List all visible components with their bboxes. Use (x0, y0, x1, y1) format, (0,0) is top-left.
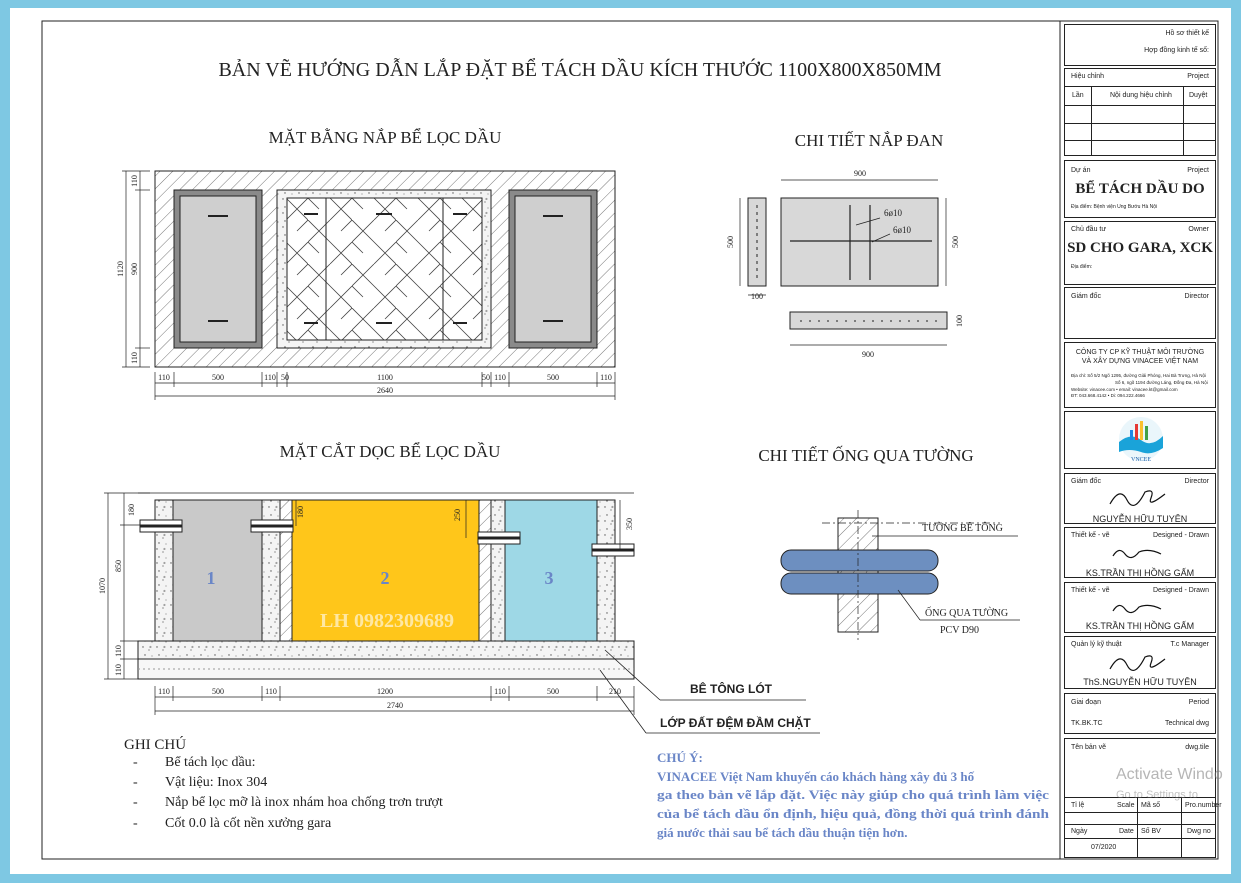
signer-name: KS.TRẦN THỊ HỒNG GẤM (1085, 568, 1195, 578)
signer-name: ThS.NGUYỄN HỮU TUYÊN (1083, 677, 1197, 687)
tb-date: 07/2020 (1091, 844, 1117, 851)
cover-title: CHI TIẾT NẮP ĐAN (794, 131, 944, 150)
tb-label: Designed - Drawn (1152, 587, 1209, 594)
tb-label: Thiết kế - vẽ (1071, 532, 1110, 539)
svg-text:-: - (133, 816, 138, 831)
section-dim-180: 180 (296, 506, 305, 518)
company-address: Địa chỉ: Số 5/2 Ngõ 1295, đường Giải Phóng, Hai Bà Trưng, Hà Nội (1071, 373, 1207, 378)
tb-label: Địa điểm: Bệnh viện Ung Bướu Hà Nội (1071, 204, 1158, 210)
section-dim: 500 (547, 687, 559, 696)
plan-view (155, 171, 615, 367)
signer-name: KS.TRẦN THỊ HỒNG GẤM (1085, 621, 1195, 631)
signature-icon (1105, 597, 1175, 621)
tb-label: Mã số (1141, 802, 1161, 809)
section-dim-350: 350 (625, 518, 634, 530)
section-dim: 110 (158, 687, 170, 696)
section-dim-left: 110 (114, 645, 123, 657)
rebar-label-2: 6ø10 (893, 225, 911, 235)
svg-text:-: - (133, 775, 138, 790)
plan-height-total: 1120 (116, 261, 125, 277)
tb-label: Địa điểm: (1071, 264, 1093, 270)
section-dim-left: 850 (114, 560, 123, 572)
tb-label: Lần (1072, 92, 1084, 99)
tb-label: dwg.tile (1185, 744, 1209, 751)
tb-label: Giai đoạn (1071, 699, 1101, 706)
company-address: ĐT: 043.668.4142 • Di: 094.222.4666 (1071, 393, 1145, 398)
tb-label: Số BV (1141, 828, 1161, 835)
caution-line: giá nước thải sau bể tách dầu thuận tiện hơn. (657, 825, 908, 840)
notes-heading: GHI CHÚ (124, 737, 187, 753)
owner-name: SD CHO GARA, XCK (1067, 240, 1213, 256)
pipe-upper (781, 550, 938, 571)
pipe-label: ỐNG QUA TƯỜNG (925, 608, 1009, 619)
tb-label: Scale (1117, 802, 1135, 809)
tb-label: Owner (1188, 226, 1209, 233)
note-item: Cốt 0.0 là cốt nền xưởng gara (165, 816, 332, 831)
plan-dim: 110 (264, 373, 276, 382)
plan-dim: 1100 (377, 373, 393, 382)
chamber-1 (173, 500, 262, 641)
plan-dim: 110 (494, 373, 506, 382)
tb-project (1064, 160, 1216, 218)
tb-label: Thiết kế - vẽ (1071, 587, 1110, 594)
caution-line: ga theo bản vẽ lắp đặt. Việc này giúp cho quá trình làm việc (657, 787, 1050, 802)
note-item: Bể tách lọc dầu: (165, 755, 256, 770)
cover-detail (748, 198, 947, 329)
drawing-title: BẢN VẼ HƯỚNG DẪN LẮP ĐẶT BỂ TÁCH DẦU KÍCH THƯỚC 1100X800X850MM (218, 59, 942, 81)
signature-icon (1105, 484, 1175, 508)
plan-dim-left: 110 (130, 175, 139, 187)
chamber-label-1: 1 (206, 568, 216, 588)
section-dim: 110 (494, 687, 506, 696)
tb-label: Dwg no (1187, 828, 1211, 835)
cover-height-left: 500 (726, 236, 735, 248)
tb-label: Tỉ lệ (1071, 802, 1085, 809)
tb-label: Director (1184, 478, 1209, 485)
tb-label: Pro.number (1185, 802, 1222, 809)
plan-dim-left: 110 (130, 352, 139, 364)
section-watermark: LH 0982309689 (320, 610, 454, 632)
caution-block (657, 750, 1050, 840)
cover-bottom-h: 100 (955, 315, 964, 327)
plan-dim: 50 (482, 373, 490, 382)
tb-label: Director (1184, 293, 1209, 300)
tb-label: Date (1119, 828, 1134, 835)
section-dim-left: 110 (114, 664, 123, 676)
signature-icon (1105, 542, 1175, 566)
plan-dim: 50 (281, 373, 289, 382)
tb-label: Technical dwg (1165, 720, 1209, 727)
plan-dim: 110 (600, 373, 612, 382)
pipe-spec: PCV D90 (940, 625, 979, 636)
tb-label: Giám đốc (1071, 478, 1101, 485)
logo-text: VNCEE (1131, 457, 1151, 463)
tb-label: Chủ đầu tư (1071, 226, 1107, 233)
tb-label: Period (1188, 699, 1209, 706)
signature-icon (1105, 649, 1175, 673)
tb-designer-1 (1064, 527, 1216, 578)
tb-label: Quản lý kỹ thuật (1071, 641, 1122, 648)
tb-tech-manager (1064, 636, 1216, 689)
company-address: Số 6, ngõ 1194 đường Láng, Đống Đa, Hà Nội (1115, 380, 1208, 385)
tb-label: Hồ sơ thiết kế (1165, 30, 1209, 37)
os-activation-subtext: Go to Settings to (1116, 789, 1198, 801)
section-dim: 210 (609, 687, 621, 696)
tb-label: Project (1187, 73, 1209, 80)
tb-label: Ngày (1071, 828, 1088, 835)
note-item: Nắp bể lọc mỡ là inox nhám hoa chống trơn trượt (165, 795, 443, 810)
tb-company (1064, 342, 1216, 408)
caution-line: VINACEE Việt Nam khuyến cáo khách hàng xây đủ 3 hố (657, 769, 975, 784)
section-total: 2740 (387, 701, 403, 710)
caution-heading: CHÚ Ý: (657, 750, 703, 765)
section-dim: 1200 (377, 687, 393, 696)
company-name: VÀ XÂY DỰNG VINACEE VIỆT NAM (1081, 358, 1199, 365)
company-logo (1065, 412, 1217, 470)
tb-director (1064, 287, 1216, 339)
tb-label: Project (1187, 167, 1209, 174)
tb-designer-2 (1064, 582, 1216, 633)
section-title: MẶT CẮT DỌC BỂ LỌC DẦU (279, 442, 501, 461)
chamber-label-2: 2 (380, 568, 390, 588)
signer-name: NGUYỄN HỮU TUYÊN (1092, 514, 1188, 524)
tb-period (1064, 693, 1216, 734)
svg-text:-: - (133, 755, 138, 770)
tb-label: Hiệu chỉnh (1071, 73, 1105, 80)
cover-height-right: 500 (951, 236, 960, 248)
rebar-label-1: 6ø10 (884, 208, 902, 218)
plan-dim: 500 (212, 373, 224, 382)
tb-design-file (1064, 24, 1216, 66)
note-item: Vật liệu: Inox 304 (165, 775, 268, 790)
caution-line: của bể tách dầu ổn định, hiệu quả, đồng thời quá trình đánh (657, 806, 1050, 821)
notes-list (133, 755, 443, 831)
tb-label: Designed - Drawn (1152, 532, 1209, 539)
svg-text:-: - (133, 795, 138, 810)
pipe-title: CHI TIẾT ỐNG QUA TƯỜNG (758, 446, 974, 465)
plan-dim-left: 900 (130, 263, 139, 275)
tb-logo (1064, 411, 1216, 469)
tb-owner (1064, 221, 1216, 285)
tb-scale-row (1064, 798, 1222, 858)
section-height-total: 1070 (98, 578, 107, 594)
label-compacted-soil: LỚP ĐẤT ĐỆM ĐẦM CHẶT (660, 716, 811, 730)
company-address: Website: vinacee.com • email: vinacee.kt@gmail.com (1071, 387, 1178, 392)
tb-label: TK.BK.TC (1071, 720, 1103, 727)
os-activation-watermark: Activate Windo (1116, 766, 1223, 783)
tb-label: Duyệt (1189, 92, 1208, 99)
section-dim-250: 250 (453, 509, 462, 521)
tb-label: Nội dung hiệu chỉnh (1110, 92, 1172, 99)
tb-label: Tên bản vẽ (1071, 744, 1107, 751)
plan-total: 2640 (377, 386, 393, 395)
pipe-lower (781, 573, 938, 594)
tb-director-sign (1064, 473, 1216, 524)
wall-label: TƯỜNG BÊ TÔNG (922, 523, 1003, 534)
section-dim-left: 180 (127, 504, 136, 516)
plan-dim: 110 (158, 373, 170, 382)
tb-label: Giám đốc (1071, 293, 1101, 300)
section-dim: 500 (212, 687, 224, 696)
company-name: CÔNG TY CP KỸ THUẬT MÔI TRƯỜNG (1075, 349, 1205, 356)
chamber-label-3: 3 (544, 568, 554, 588)
plan-title: MẶT BẰNG NẮP BỂ LỌC DẦU (268, 128, 502, 147)
cover-width: 900 (854, 169, 866, 178)
tb-revision (1064, 68, 1216, 156)
tb-label: Hợp đồng kinh tế số: (1144, 47, 1209, 54)
tb-label: Dự án (1071, 167, 1091, 174)
cover-side-width: 100 (751, 292, 763, 301)
project-name: BỂ TÁCH DẦU DO (1075, 181, 1205, 197)
cover-bottom-len: 900 (862, 350, 874, 359)
section-dim: 110 (265, 687, 277, 696)
label-concrete-base: BÊ TÔNG LÓT (690, 682, 772, 696)
tb-label: T.c Manager (1170, 641, 1209, 648)
plan-dim: 500 (547, 373, 559, 382)
